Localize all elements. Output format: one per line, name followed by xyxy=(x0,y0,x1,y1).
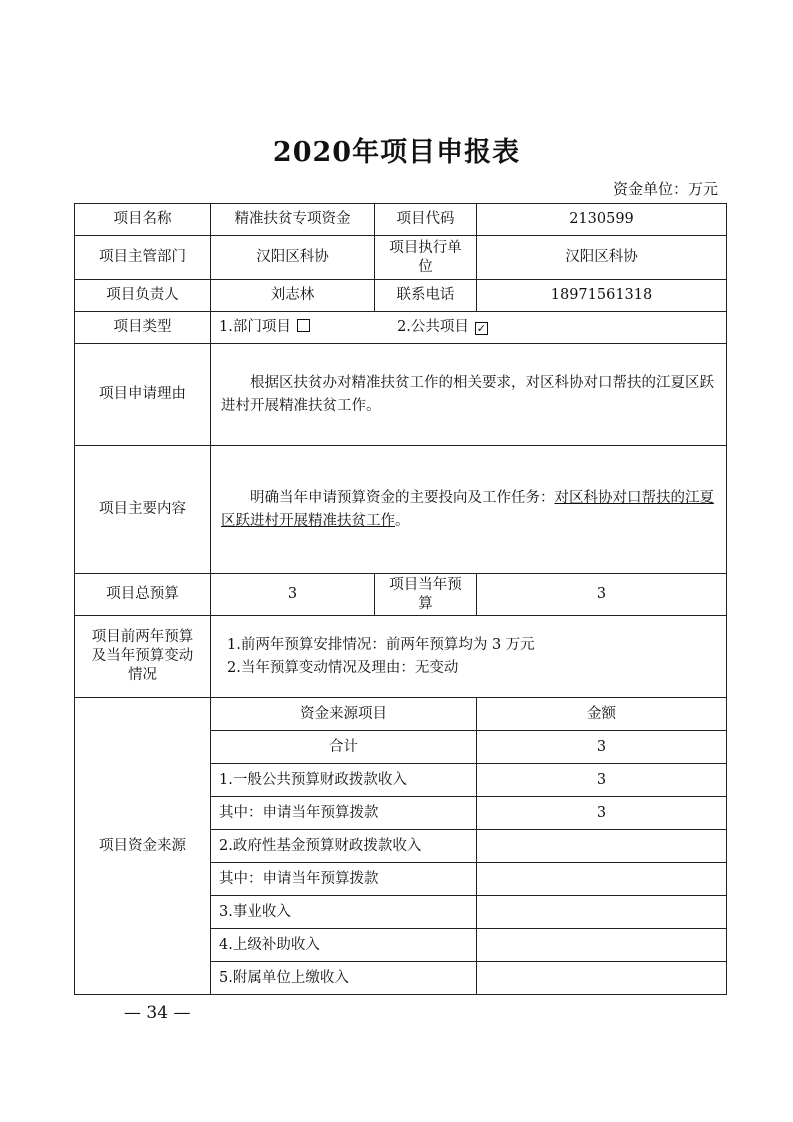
unit-label: 资金单位：万元 xyxy=(612,180,718,198)
code-value: 2130599 xyxy=(477,204,727,236)
reason-label: 项目申请理由 xyxy=(75,344,211,446)
source-label: 项目资金来源 xyxy=(75,698,211,995)
year-budget-label: 项目当年预算 xyxy=(375,574,477,616)
source-item-label: 其中：申请当年预算拨款 xyxy=(211,797,477,830)
type-label: 项目类型 xyxy=(75,312,211,344)
source-item-amount xyxy=(477,830,727,863)
source-item-amount xyxy=(477,896,727,929)
prev-line-1: 1.前两年预算安排情况：前两年预算均为 3 万元 xyxy=(227,636,535,653)
type-option-department: 1.部门项目 xyxy=(219,319,291,335)
source-item-label: 5.附属单位上缴收入 xyxy=(211,962,477,995)
exec-label: 项目执行单位 xyxy=(375,236,477,280)
source-item-amount xyxy=(477,863,727,896)
checkbox-checked-icon: ✓ xyxy=(476,322,487,335)
source-item-label: 2.政府性基金预算财政拨款收入 xyxy=(211,830,477,863)
dept-value: 汉阳区科协 xyxy=(211,236,375,280)
source-item-amount: 3 xyxy=(477,731,727,764)
source-item-amount xyxy=(477,929,727,962)
exec-value: 汉阳区科协 xyxy=(477,236,727,280)
source-item-amount: 3 xyxy=(477,764,727,797)
dept-label: 项目主管部门 xyxy=(75,236,211,280)
source-item-label: 其中：申请当年预算拨款 xyxy=(211,863,477,896)
code-label: 项目代码 xyxy=(375,204,477,236)
budget-label: 项目总预算 xyxy=(75,574,211,616)
checkbox-unchecked-icon xyxy=(297,319,310,332)
phone-value: 18971561318 xyxy=(477,280,727,312)
content-text: 明确当年申请预算资金的主要投向及工作任务： xyxy=(250,489,555,506)
name-label: 项目名称 xyxy=(75,204,211,236)
content-label: 项目主要内容 xyxy=(75,446,211,574)
source-item-label: 1.一般公共预算财政拨款收入 xyxy=(211,764,477,797)
source-item-label: 合计 xyxy=(211,731,477,764)
source-item-label: 4.上级补助收入 xyxy=(211,929,477,962)
phone-label: 联系电话 xyxy=(375,280,477,312)
type-option-public: 2.公共项目 xyxy=(397,319,469,335)
type-options xyxy=(211,312,727,344)
reason-text: 根据区扶贫办对精准扶贫工作的相关要求，对区科协对口帮扶的江夏区跃进村开展精准扶贫工作。 xyxy=(221,374,714,414)
leader-value: 刘志林 xyxy=(211,280,375,312)
source-item-label: 3.事业收入 xyxy=(211,896,477,929)
application-form-table xyxy=(74,203,727,995)
prev-label: 项目前两年预算及当年预算变动情况 xyxy=(75,616,211,698)
leader-label: 项目负责人 xyxy=(75,280,211,312)
page-number: — 34 — xyxy=(124,1003,191,1023)
reason-text-cell xyxy=(211,344,727,446)
source-col-item: 资金来源项目 xyxy=(211,698,477,731)
page-title: 2020年项目申报表 xyxy=(272,137,521,168)
source-item-amount xyxy=(477,962,727,995)
year-budget-value: 3 xyxy=(477,574,727,616)
content-text-cell xyxy=(211,446,727,574)
content-text-underlined: 对区科协对口帮扶的江夏区跃进村开展精准扶贫工作 xyxy=(221,489,714,529)
budget-value: 3 xyxy=(211,574,375,616)
name-value: 精准扶贫专项资金 xyxy=(211,204,375,236)
prev-line-2: 2.当年预算变动情况及理由：无变动 xyxy=(227,659,459,676)
source-item-amount: 3 xyxy=(477,797,727,830)
source-col-amount: 金额 xyxy=(477,698,727,731)
content-text-end: 。 xyxy=(395,512,410,529)
prev-text-cell xyxy=(211,616,727,698)
